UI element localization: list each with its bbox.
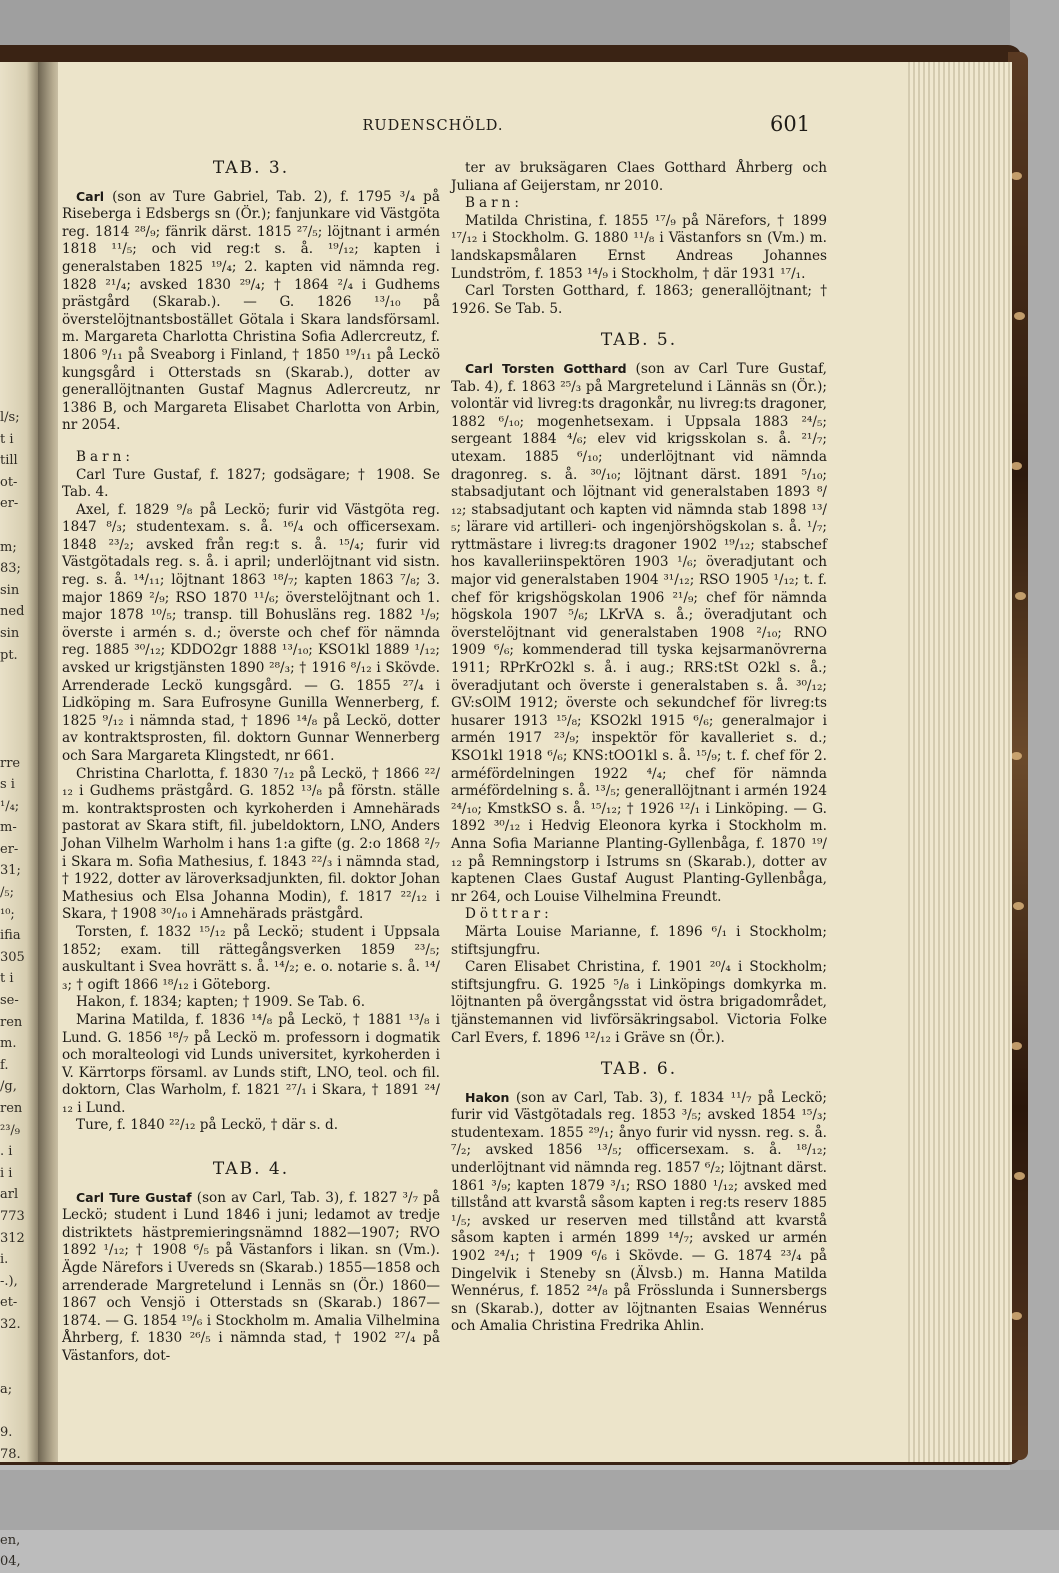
entry-text: (son av Carl Ture Gustaf, Tab. 4), f. 1863 ²⁵/₃ på Margretelund i Lännäs sn (Ör.); volontär vid livreg:ts dragonkår, nu livreg:ts dragoner, 1882 ⁶/₁₀; mogenhetsexam. i Uppsala 1883 ²⁴/₅; sergeant 1884 ⁴/₆; elev vid krigsskolan s. å. ²¹/₇; utexam. 1885 ⁶/₁₀; underlöjtnant vid nämnda dragonreg. s. å. ³⁰/₁₀; löjtnant därst. 1891 ⁵/₁₀; stabsadjutant och löjtnant vid generalstaben 1893 ⁸/₁₂; stabsadjutant och kapten vid nämnda stab 1898 ¹³/₅; lärare vid artilleri- och ingenjörshögskolan s. å. ¹/₇; ryttmästare i livreg:ts dragoner 1902 ¹⁹/₁₂; stabschef hos kavalleriinspektören 1903 ¹/₆; överadjutant och major vid generalstaben 1904 ³¹/₁₂; RSO 1905 ¹/₁₂; t. f. chef för krigshögskolan 1906 ²¹/₉; chef för nämnda högskola 1907 ⁵/₆; LKrVA s. å.; överadjutant och överstelöjtnant vid generalstaben 1908 ²/₁₀; RNO 1909 ⁶/₆; kommenderad till tyska kejsarmanövrerna 1911; RPrKrO2kl s. å. i aug.; RRS:tSt O2kl s. å.; överadjutant och överste i generalstaben s. å. ³⁰/₁₂; GV:sOlM 1912; överste och sekundchef för livreg:ts husarer 1913 ¹⁵/₈; KSO2kl 1915 ⁶/₆; generalmajor i armén 1917 ²³/₉; inspektör för kavalleriet s. d.; KSO1kl 1918 ⁶/₆; KNS:tOO1kl s. å. ¹⁵/₉; t. f. chef för 2. arméfördelningen 1922 ⁴/₄; chef för nämnda arméfördelning s. å. ¹³/₅; generallöjtnant i armén 1924 ²⁴/₁₀; KmstkSO s. å. ¹⁵/₁₂; † 1926 ¹²/₁ i Linköping. — G. 1892 ³⁰/₁₂ i Hedvig Eleonora kyrka i Stockholm m. Anna Sofia Marianne Planting-Gyllenbåga, f. 1870 ¹⁹/₁₂ på Remningstorp i Istrums sn (Skarab.), dotter av kaptenen Claes Gustaf August Planting-Gyllenbåga, nr 264, och Louise Vilhelmina Freundt. (451, 360, 827, 905)
left-fragment: er- (0, 841, 19, 857)
page-edges (900, 62, 1012, 1462)
text-paragraph: Marina Matilda, f. 1836 ¹⁴/₈ på Leckö, † 1881 ¹³/₈ i Lund. G. 1856 ¹⁸/₇ på Leckö m. professorn i dogmatik och moralteologi vid Lunds universitet, kyrkoherden i V. Kärrtorps församl. av Lunds stift, LNO, teol. och fil. doktorn, Clas Warholm, f. 1821 ²⁷/₁ i Skara, † 1891 ²⁴/₁₂ i Lund. (62, 1011, 440, 1116)
left-fragment: sin (0, 582, 20, 598)
left-fragment: ¹/₄; (0, 798, 20, 814)
left-fragment: ren (0, 1101, 23, 1116)
running-title: RUDENSCHÖLD. (362, 118, 504, 134)
left-fragment: et- (0, 1295, 18, 1311)
entry-name: Carl Ture Gustaf (76, 1189, 192, 1205)
left-fragment: m; (0, 539, 17, 555)
text-paragraph: Ture, f. 1840 ²²/₁₂ på Leckö, † där s. d. (76, 1117, 339, 1134)
left-fragment: 31; (0, 863, 21, 879)
left-fragment: ²³/₉ (0, 1122, 21, 1138)
left-fragment: t i (0, 431, 14, 447)
left-fragment: ¹⁰; (0, 906, 15, 922)
left-fragment: /g, (0, 1079, 17, 1095)
spacer (62, 1135, 440, 1161)
spacer (62, 435, 440, 449)
left-fragment: 312 (0, 1230, 25, 1246)
left-fragment (0, 1336, 40, 1358)
section-label: Barn: (465, 195, 523, 212)
entry-name: Carl (76, 188, 105, 204)
left-fragment: 32. (0, 1316, 21, 1332)
left-fragment (0, 709, 40, 731)
entry-paragraph (451, 1089, 827, 1336)
entry-paragraph (62, 1189, 440, 1366)
entry-paragraph (62, 188, 440, 435)
left-fragment: s i (0, 777, 15, 793)
table-heading: TAB. 5. (600, 330, 678, 351)
left-fragment: 04, (0, 1554, 21, 1570)
text-paragraph: Christina Charlotta, f. 1830 ⁷/₁₂ på Leckö, † 1866 ²²/₁₂ i Gudhems prästgård. G. 1852 ¹³/₈ på förstn. ställe m. kontraktsprosten och kyrkoherden i Amnehärads pastorat av Skara stift, fil. jubeldoktorn, LNO, Anders Johan Vilhelm Warholm i hans 1:a gifte (g. 2:o 1868 ²/₇ i Skara m. Sofia Mathesius, f. 1843 ²²/₃ i nämnda stad, † 1922, dotter av läroverksadjunkten, fil. doktor Johan Mathesius och Elsa Johanna Modin), f. 1817 ²²/₁₂ i Skara, † 1908 ³⁰/₁₀ i Amnehärads prästgård. (62, 765, 440, 923)
right-text-column (451, 160, 827, 1336)
entry-name: Hakon (465, 1089, 510, 1105)
left-fragment: ifia (0, 928, 21, 944)
text-paragraph: Märta Louise Marianne, f. 1896 ⁶/₁ i Stockholm; stiftsjungfru. (451, 923, 827, 958)
section-label: Döttrar: (465, 906, 553, 923)
left-fragment: arl (0, 1187, 19, 1203)
left-fragment (0, 666, 40, 688)
left-fragment (0, 688, 40, 710)
left-fragment: se- (0, 993, 19, 1009)
left-text-column (62, 160, 440, 1366)
left-fragment: i. (0, 1252, 9, 1268)
entry-paragraph (451, 360, 827, 906)
left-page-fragments (0, 407, 40, 1573)
left-fragment: i i (0, 1165, 13, 1181)
left-fragment (0, 731, 40, 753)
left-fragment: till (0, 453, 18, 469)
text-paragraph: Matilda Christina, f. 1855 ¹⁷/₉ på Närefors, † 1899 ¹⁷/₁₂ i Stockholm. G. 1880 ¹¹/₈ i Västanfors sn (Vm.) m. landskapsmålaren Ernst Andreas Johannes Lundström, f. 1853 ¹⁴/₉ i Stockholm, † där 1931 ¹⁷/₁. (451, 212, 827, 282)
left-fragment: 9. (0, 1424, 13, 1440)
left-fragment: t i (0, 971, 14, 987)
left-fragment: rre (0, 755, 21, 771)
left-fragment: pt. (0, 647, 18, 663)
text-paragraph: Torsten, f. 1832 ¹⁵/₁₂ på Leckö; student i Uppsala 1852; exam. till rättegångsverken 1859 ²³/₅; auskultant i Svea hovrätt s. å. ¹⁴/₂; e. o. notarie s. å. ¹⁴/₃; † ogift 1866 ¹⁸/₁₂ i Göteborg. (62, 923, 440, 993)
left-fragment: m- (0, 820, 17, 836)
text-paragraph: Axel, f. 1829 ⁹/₈ på Leckö; furir vid Västgöta reg. 1847 ⁸/₃; studentexam. s. å. ¹⁶/₄ och officersexam. 1848 ²³/₂; avsked från reg:t s. å. ¹⁵/₄; furir vid Västgötadals reg. s. å. i april; underlöjtnant vid sistn. reg. s. å. ¹⁴/₁₁; löjtnant 1863 ¹⁸/₇; kapten 1863 ⁷/₈; 3. major 1869 ²/₉; RSO 1870 ¹¹/₆; överstelöjtnant och 1. major 1878 ¹⁰/₅; transp. till Bohusläns reg. 1882 ¹/₉; överste i armén s. d.; överste och chef för nämnda reg. 1885 ³⁰/₁₂; KDDO2gr 1888 ¹³/₁₀; KSO1kl 1889 ¹/₁₂; avsked ur krigstjänsten 1890 ²⁸/₃; † 1916 ⁸/₁₂ i Skövde. Arrenderade Leckö kungsgård. — G. 1855 ²⁷/₄ i Lidköping m. Sara Eufrosyne Gunilla Wennerberg, f. 1825 ⁹/₁₂ i nämnda stad, † 1896 ¹⁴/₈ på Leckö, dotter av kontraktsprosten, fil. doktorn Gunnar Wennerberg och Sara Margareta Klingstedt, nr 661. (62, 501, 440, 764)
page-number: 601 (770, 112, 811, 136)
left-fragment: er- (0, 496, 19, 512)
left-fragment: sin (0, 625, 20, 641)
left-fragment: . i (0, 1144, 13, 1160)
section-label: Barn: (76, 448, 134, 465)
left-fragment: 78. (0, 1446, 21, 1462)
text-paragraph: Carl Torsten Gotthard, f. 1863; generallöjtnant; † 1926. Se Tab. 5. (451, 283, 827, 317)
left-fragment: ren (0, 1014, 23, 1030)
left-fragment (0, 1400, 40, 1422)
text-paragraph: Caren Elisabet Christina, f. 1901 ²⁰/₄ i Stockholm; stiftsjungfru. G. 1925 ⁵/₈ i Linköpings domkyrka m. löjtnanten på övergångsstat vid östra brigadområdet, tjänstemannen vid livförsäkringsabol. Victoria Folke Carl Evers, f. 1896 ¹²/₁₂ i Gräve sn (Ör.). (451, 959, 827, 1046)
left-fragment (0, 1357, 40, 1379)
left-fragment: ned (0, 604, 25, 620)
left-fragment: 305 (0, 949, 25, 965)
left-fragment (0, 515, 40, 537)
entry-text: (son av Ture Gabriel, Tab. 2), f. 1795 ³/₄ på Riseberga i Edsbergs sn (Ör.); fanjunkare vid Västgöta reg. 1814 ²⁸/₉; fänrik därst. 1815 ²⁷/₅; löjtnant i armén 1818 ¹¹/₅; och vid reg:t s. å. ¹⁹/₁₂; kapten i generalstaben 1825 ¹⁹/₄; 2. kapten vid nämnda reg. 1828 ²¹/₄; avsked 1830 ²⁹/₄; † 1864 ²/₄ i Gudhems prästgård (Skarab.). — G. 1826 ¹³/₁₀ på överstelöjtnantsbostället Götala i Skara landsförsaml. m. Margareta Charlotta Christina Sofia Adlercreutz, f. 1806 ⁹/₁₁ på Sveaborg i Finland, † 1850 ¹⁹/₁₁ på Leckö kungsgård i Otterstads sn (Skarab.), dotter av generallöjtnanten Gustaf Magnus Adlercreutz, nr 1386 B, och Margareta Elisabet Charlotta von Arbin, nr 2054. (62, 188, 440, 434)
table-heading: TAB. 3. (212, 158, 290, 178)
left-fragment: 83; (0, 561, 21, 577)
left-fragment: en, (0, 1532, 21, 1548)
left-fragment: f. (0, 1057, 9, 1073)
text-paragraph: Hakon, f. 1834; kapten; † 1909. Se Tab. 6. (76, 994, 366, 1011)
entry-name: Carl Torsten Gotthard (465, 360, 627, 376)
table-heading: TAB. 6. (600, 1059, 678, 1080)
text-paragraph: Carl Ture Gustaf, f. 1827; godsägare; † 1908. Se Tab. 4. (62, 466, 440, 501)
left-fragment: a; (0, 1381, 13, 1397)
left-fragment: ot- (0, 474, 18, 490)
text-paragraph: ter av bruksägaren Claes Gotthard Åhrberg och Juliana af Geijerstam, nr 2010. (451, 160, 827, 194)
table-heading: TAB. 4. (212, 1159, 290, 1180)
left-fragment: -.), (0, 1273, 18, 1289)
left-fragment: 773 (0, 1208, 25, 1224)
entry-text: (son av Carl, Tab. 3), f. 1834 ¹¹/₇ på Leckö; furir vid Västgötadals reg. 1853 ³/₅; avsked 1854 ¹⁵/₃; studentexam. 1855 ²⁹/₁; ånyo furir vid nyssn. reg. s. å. ⁷/₂; avsked 1856 ¹³/₅; officersexam. s. å. ¹⁸/₁₂; underlöjtnant vid nämnda reg. 1857 ⁶/₂; löjtnant därst. 1861 ³/₉; kapten 1879 ³/₁; RSO 1880 ¹/₁₂; avsked med tillstånd att kvarstå såsom kapten i reg:ts reserv 1885 ¹/₅; avsked ur reserven med tillstånd att kvarstå såsom kapten i armén 1899 ¹⁴/₇; avsked ur armén 1902 ²⁴/₁; † 1909 ⁶/₆ i Skövde. — G. 1874 ²³/₄ på Dingelvik i Steneby sn (Älvsb.) m. Hanna Matilda Wennérus, f. 1852 ²⁴/₈ på Frösslunda i Sunnersbergs sn (Skarab.), dotter av löjtnanten Esaias Wennérus och Amalia Christina Fredrika Ahlin. (451, 1089, 827, 1335)
left-fragment: m. (0, 1036, 17, 1052)
background-bottom (0, 1470, 1059, 1530)
entry-text: (son av Carl, Tab. 3), f. 1827 ³/₇ på Leckö; student i Lund 1846 i juni; ledamot av tredje distriktets hästpremieringsnämnd 1882—1907; RVO 1892 ¹/₁₂; † 1908 ⁶/₅ på Västanfors i likan. sn (Vm.). Ägde Närefors i Uvereds sn (Skarab.) 1855—1858 och arrenderade Margretelund i Lennäs sn (Ör.) 1860—1867 och Vensjö i Otterstads sn (Skarab.) 1867—1874. — G. 1854 ¹⁹/₆ i Stockholm m. Amalia Vilhelmina Åhrberg, f. 1830 ²⁶/₅ i nämnda stad, † 1902 ²⁷/₄ på Västanfors, dot- (62, 1189, 440, 1364)
left-fragment: /₅; (0, 885, 14, 901)
left-fragment: l/s; (0, 410, 20, 425)
left-page (0, 62, 38, 1570)
